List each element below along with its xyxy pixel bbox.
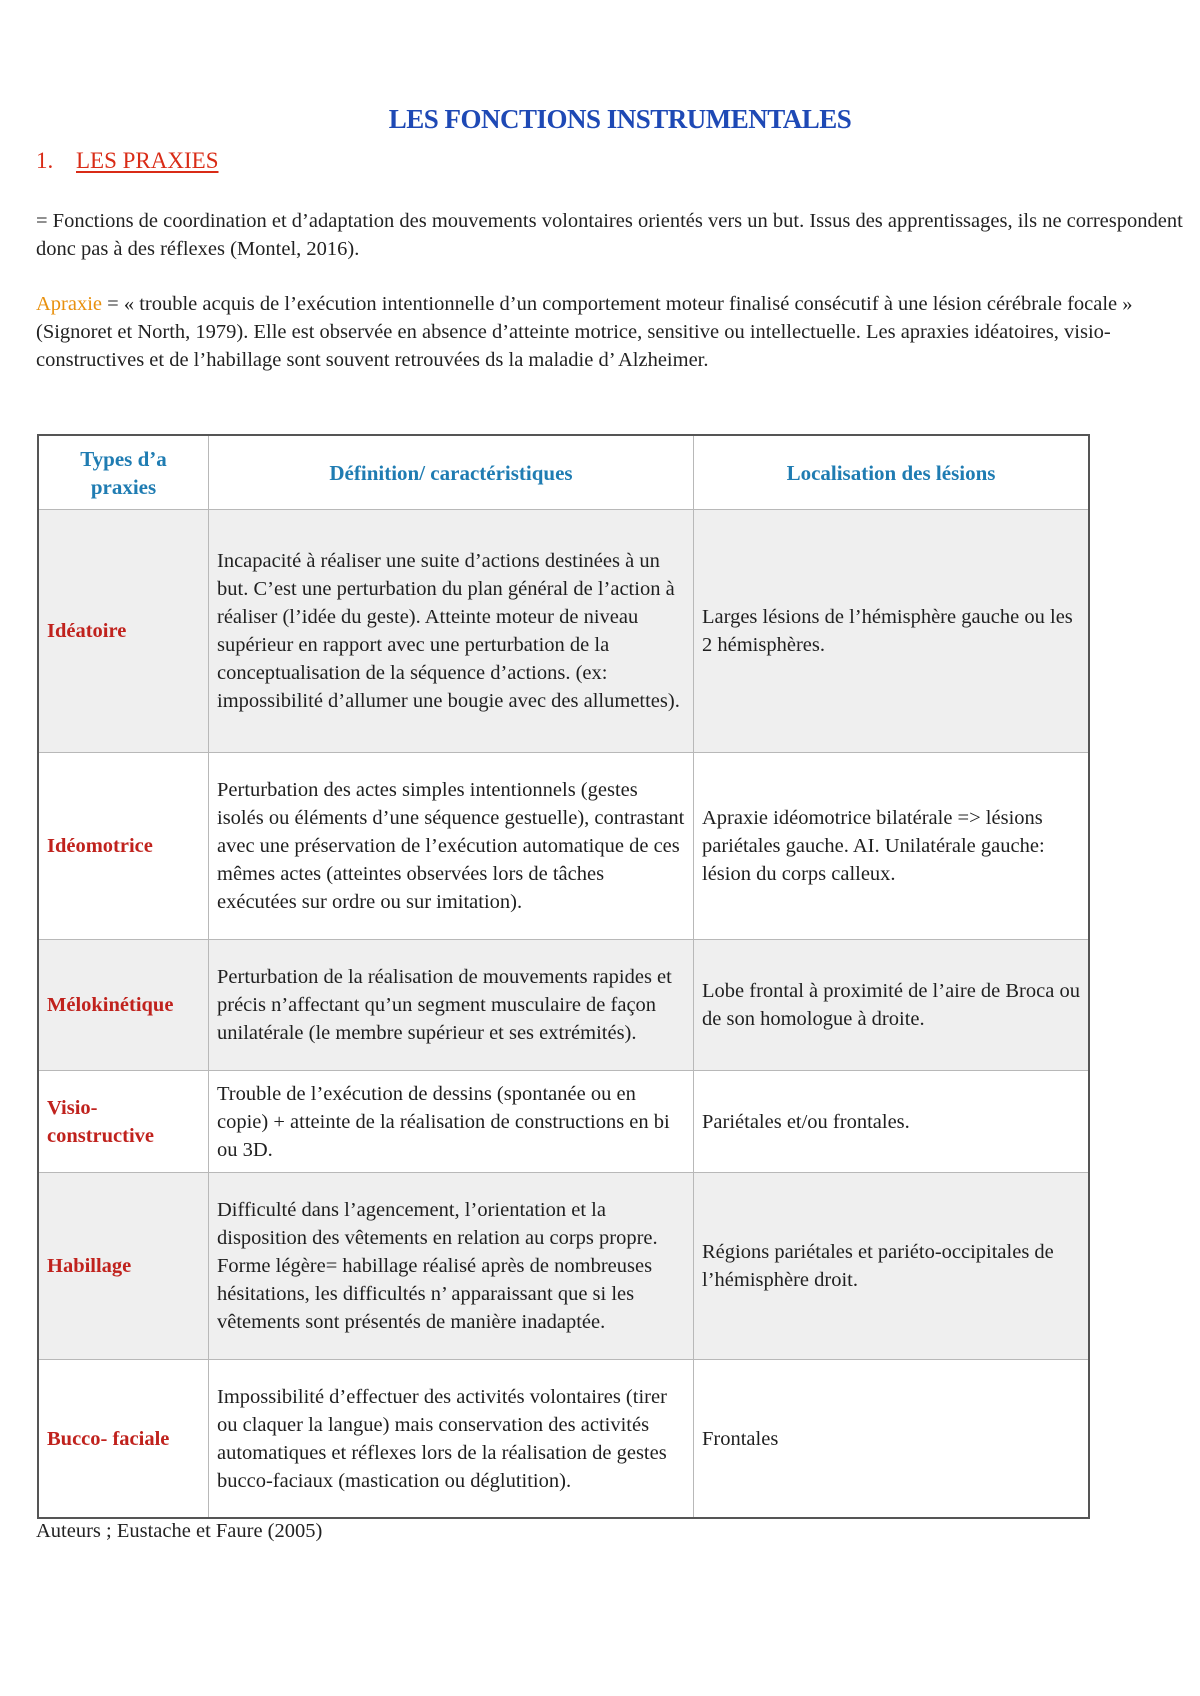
apraxie-text: = « trouble acquis de l’exécution intentionnelle d’un comportement moteur finalisé consécutif à une lésion cérébrale focale » (Signoret et North, 1979). Elle est observée en absence d’atteinte motrice, sensitive ou intellectuelle. Les apraxies idéatoires, visio-constructives et de l’habillage sont souvent retrouvées ds la maladie d’ Alzheimer. xyxy=(36,293,1133,371)
row-definition: Impossibilité d’effectuer des activités volontaires (tirer ou claquer la langue) mais conservation des activités automatiques et réflexes lors de la réalisation de gestes bucco-faciaux (mastication ou déglutition). xyxy=(209,1360,694,1519)
praxies-table xyxy=(37,434,1090,1519)
section-number: 1. xyxy=(36,148,54,173)
section-heading xyxy=(36,148,219,174)
table-row xyxy=(38,1071,1089,1173)
row-localisation: Pariétales et/ou frontales. xyxy=(694,1071,1090,1173)
apraxie-definition xyxy=(36,290,1196,374)
row-localisation: Lobe frontal à proximité de l’aire de Broca ou de son homologue à droite. xyxy=(694,940,1090,1071)
row-type: Idéomotrice xyxy=(38,753,209,940)
table-header-row xyxy=(38,435,1089,510)
row-definition: Perturbation de la réalisation de mouvements rapides et précis n’affectant qu’un segment musculaire de façon unilatérale (le membre supérieur et ses extrémités). xyxy=(209,940,694,1071)
row-type: Mélokinétique xyxy=(38,940,209,1071)
row-localisation: Régions pariétales et pariéto-occipitales de l’hémisphère droit. xyxy=(694,1173,1090,1360)
apraxie-term: Apraxie xyxy=(36,293,103,315)
header-types: Types d’a praxies xyxy=(38,435,209,510)
row-type: Idéatoire xyxy=(38,510,209,753)
row-definition: Perturbation des actes simples intentionnels (gestes isolés ou éléments d’une séquence gestuelle), contrastant avec une préservation de l’exécution automatique de ces mêmes actes (atteintes observées lors de tâches exécutées sur ordre ou sur imitation). xyxy=(209,753,694,940)
row-type: Visio-constructive xyxy=(38,1071,209,1173)
header-definition: Définition/ caractéristiques xyxy=(209,435,694,510)
row-type: Bucco- faciale xyxy=(38,1360,209,1519)
row-definition: Difficulté dans l’agencement, l’orientation et la disposition des vêtements en relation au corps propre. Forme légère= habillage réalisé après de nombreuses hésitations, les difficultés n’ apparaissant que si les vêtements sont présentés de manière inadaptée. xyxy=(209,1173,694,1360)
header-localisation: Localisation des lésions xyxy=(694,435,1090,510)
table-row xyxy=(38,940,1089,1071)
intro-paragraph: = Fonctions de coordination et d’adaptation des mouvements volontaires orientés vers un but. Issus des apprentissages, ils ne correspondent donc pas à des réflexes (Montel, 2016). xyxy=(36,210,1183,260)
row-definition: Trouble de l’exécution de dessins (spontanée ou en copie) + atteinte de la réalisation de constructions en bi ou 3D. xyxy=(209,1071,694,1173)
page-title: LES FONCTIONS INSTRUMENTALES xyxy=(388,104,852,135)
row-localisation: Frontales xyxy=(694,1360,1090,1519)
row-localisation: Apraxie idéomotrice bilatérale => lésions pariétales gauche. AI. Unilatérale gauche: lésion du corps calleux. xyxy=(694,753,1090,940)
row-type: Habillage xyxy=(38,1173,209,1360)
row-definition: Incapacité à réaliser une suite d’actions destinées à un but. C’est une perturbation du plan général de l’action à réaliser (l’idée du geste). Atteinte moteur de niveau supérieur en rapport avec une perturbation de la conceptualisation de la séquence d’actions. (ex: impossibilité d’allumer une bougie avec des allumettes). xyxy=(209,510,694,753)
row-localisation: Larges lésions de l’hémisphère gauche ou les 2 hémisphères. xyxy=(694,510,1090,753)
table-row xyxy=(38,510,1089,753)
table-row xyxy=(38,1173,1089,1360)
table-row xyxy=(38,753,1089,940)
table-row xyxy=(38,1360,1089,1519)
section-label: LES PRAXIES xyxy=(76,148,219,173)
source-footnote: Auteurs ; Eustache et Faure (2005) xyxy=(36,1520,323,1542)
